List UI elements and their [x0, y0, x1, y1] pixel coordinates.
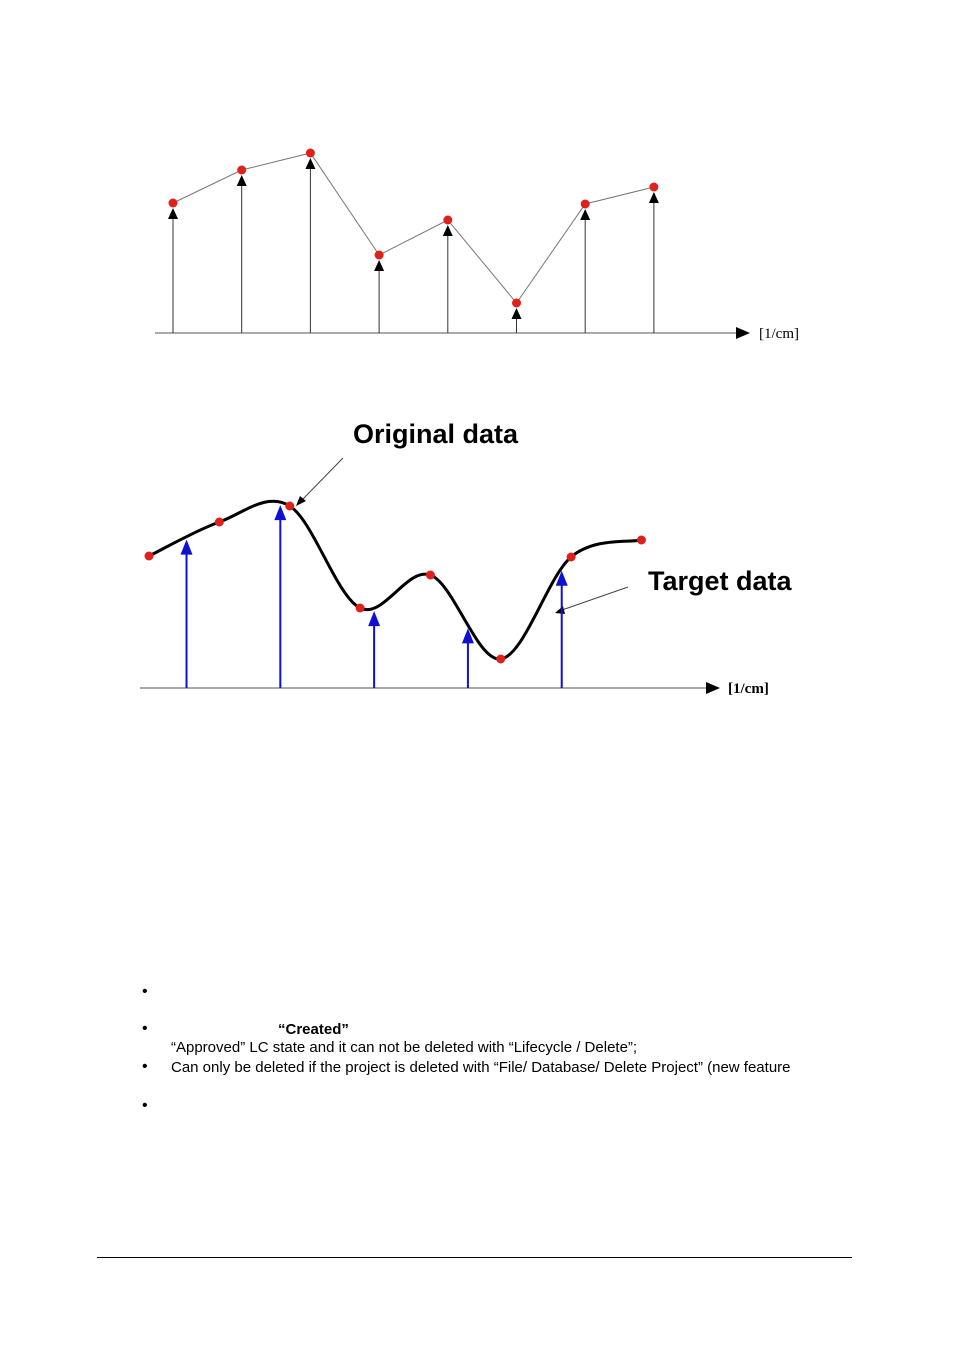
- x-axis-unit-label: [1/cm]: [728, 681, 769, 697]
- footer-rule: [97, 1257, 852, 1258]
- bullet-marker: •: [142, 983, 148, 1000]
- bullet-marker: •: [142, 1020, 148, 1037]
- bullet-marker: •: [142, 1097, 148, 1114]
- bullet-marker: •: [142, 1058, 148, 1075]
- x-axis-unit-label: [1/cm]: [759, 326, 799, 342]
- created-state-text: “Created”: [278, 1021, 349, 1038]
- approved-state-text: “Approved” LC state and it can not be deleted with “Lifecycle / Delete”;: [171, 1039, 638, 1056]
- target-data-label: Target data: [648, 566, 792, 596]
- original-data-label: Original data: [353, 419, 519, 449]
- delete-project-text: Can only be deleted if the project is deleted with “File/ Database/ Delete Project” (new feature: [171, 1059, 791, 1076]
